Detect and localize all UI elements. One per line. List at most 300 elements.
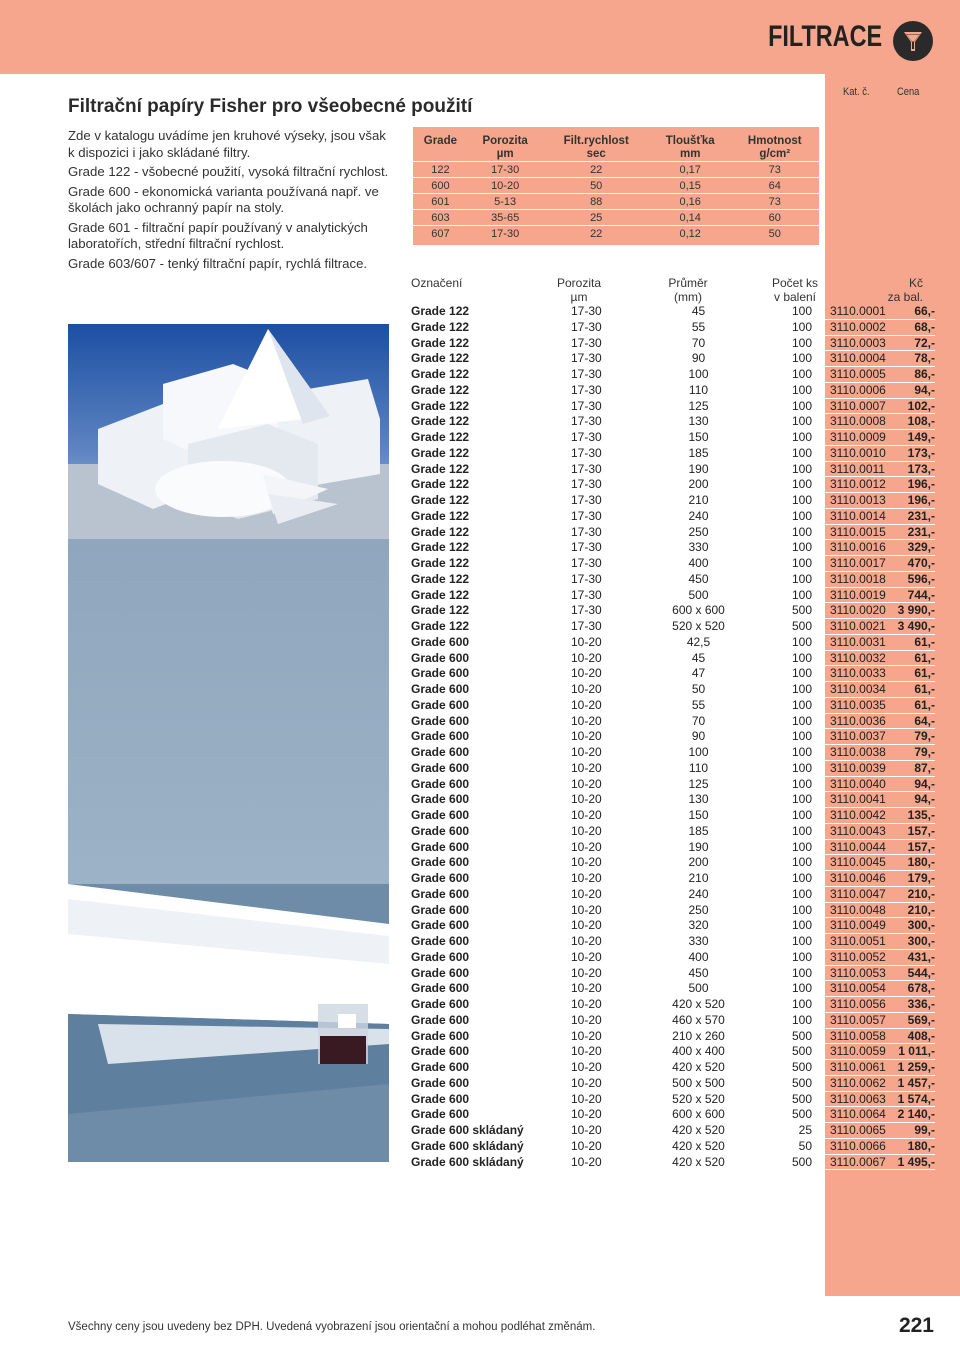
product-name: Grade 122 <box>411 556 470 570</box>
intro-grade-601: Grade 601 - filtrační papír používaný v analytických laboratořích, střední filtrační rychlost. <box>68 219 368 251</box>
product-catalog-number: 3110.0042 <box>830 808 886 822</box>
product-price: 72,- <box>914 335 935 350</box>
product-porosity: 10-20 <box>571 682 602 696</box>
product-count: 500 <box>791 1044 812 1059</box>
product-porosity: 10-20 <box>571 934 602 948</box>
table-row <box>411 477 935 493</box>
product-porosity: 10-20 <box>571 823 602 838</box>
product-price: 210,- <box>907 886 935 901</box>
product-diameter: 45 <box>691 304 706 318</box>
product-price: 99,- <box>914 1123 935 1137</box>
product-porosity: 10-20 <box>571 1091 602 1106</box>
product-count: 100 <box>791 335 812 350</box>
spec-cell: 10-20 <box>468 178 543 194</box>
product-price: 470,- <box>907 556 935 570</box>
table-row <box>411 446 935 462</box>
page-number: 221 <box>898 1314 934 1337</box>
product-porosity: 17-30 <box>571 414 602 429</box>
product-name: Grade 600 <box>411 871 470 885</box>
table-row <box>411 855 935 871</box>
product-name: Grade 122 <box>411 367 470 381</box>
product-count: 500 <box>791 603 812 618</box>
table-row <box>411 934 935 950</box>
product-count: 100 <box>791 981 812 996</box>
product-diameter: 320 <box>688 918 709 933</box>
spec-cell: 50 <box>543 178 650 194</box>
product-name: Grade 122 <box>411 351 470 366</box>
product-name: Grade 600 <box>411 1012 470 1027</box>
product-name: Grade 122 <box>411 430 470 444</box>
product-name: Grade 600 <box>411 855 470 870</box>
product-name: Grade 122 <box>411 493 470 507</box>
product-diameter: 250 <box>688 902 709 917</box>
product-catalog-number: 3110.0054 <box>830 981 886 996</box>
product-diameter: 130 <box>688 414 709 429</box>
spec-header-weight: Hmotnost g/cm² <box>747 135 802 160</box>
row-divider <box>825 1169 935 1170</box>
product-count: 500 <box>791 1028 812 1043</box>
product-name: Grade 122 <box>411 540 470 555</box>
product-catalog-number: 3110.0021 <box>830 619 886 633</box>
product-catalog-number: 3110.0011 <box>830 461 885 476</box>
product-diameter: 185 <box>688 823 709 838</box>
product-name: Grade 122 <box>411 461 470 476</box>
product-count: 100 <box>791 634 812 649</box>
product-diameter: 400 x 400 <box>672 1044 725 1059</box>
product-porosity: 10-20 <box>571 871 602 885</box>
product-porosity: 10-20 <box>571 776 602 791</box>
table-row <box>411 493 935 509</box>
spec-cell: 35-65 <box>468 210 543 226</box>
product-price: 1 457,- <box>897 1075 935 1090</box>
product-price: 300,- <box>907 918 935 933</box>
table-row <box>411 792 935 808</box>
table-row <box>411 320 935 336</box>
product-porosity: 10-20 <box>571 745 602 759</box>
product-count: 500 <box>791 619 812 633</box>
product-count: 500 <box>791 1154 812 1169</box>
product-porosity: 10-20 <box>571 729 602 744</box>
table-row <box>411 1092 935 1108</box>
product-catalog-number: 3110.0062 <box>830 1075 886 1090</box>
product-catalog-number: 3110.0038 <box>830 745 886 759</box>
product-name: Grade 600 skládaný <box>411 1138 524 1153</box>
product-name: Grade 122 <box>411 477 470 492</box>
product-count: 100 <box>791 304 812 318</box>
table-row <box>411 1029 935 1045</box>
product-diameter: 55 <box>691 319 706 334</box>
table-row <box>411 603 935 619</box>
table-row <box>411 572 935 588</box>
product-price: 408,- <box>907 1028 935 1043</box>
product-count: 100 <box>791 776 812 791</box>
product-diameter: 90 <box>691 729 706 744</box>
product-catalog-number: 3110.0009 <box>830 430 886 444</box>
product-price: 78,- <box>914 351 935 366</box>
product-name: Grade 122 <box>411 304 470 318</box>
funnel-icon <box>893 21 933 61</box>
intro-paragraph: Zde v katalogu uvádíme jen kruhové výseky, jsou však k dispozici i jako skládané filtry. <box>68 128 386 160</box>
product-porosity: 17-30 <box>571 571 602 586</box>
table-row <box>411 997 935 1013</box>
table-row <box>411 1060 935 1076</box>
product-porosity: 10-20 <box>571 886 602 901</box>
product-catalog-number: 3110.0020 <box>830 603 886 618</box>
product-price: 231,- <box>907 508 935 523</box>
product-name: Grade 600 <box>411 760 470 775</box>
product-price: 66,- <box>914 304 935 318</box>
spec-row <box>413 194 819 210</box>
product-price: 94,- <box>914 792 935 807</box>
table-row <box>411 682 935 698</box>
product-diameter: 100 <box>688 367 709 381</box>
product-catalog-number: 3110.0031 <box>830 634 886 649</box>
spec-row <box>413 210 819 226</box>
product-count: 100 <box>791 760 812 775</box>
product-name: Grade 122 <box>411 382 470 397</box>
product-price: 231,- <box>907 524 935 539</box>
product-count: 100 <box>791 808 812 822</box>
product-catalog-number: 3110.0057 <box>830 1012 886 1027</box>
product-catalog-number: 3110.0014 <box>830 508 886 523</box>
table-row <box>411 777 935 793</box>
product-header-porosity: Porozita µm <box>556 276 602 304</box>
product-porosity: 17-30 <box>571 619 602 633</box>
table-row <box>411 824 935 840</box>
product-catalog-number: 3110.0005 <box>830 367 886 381</box>
product-diameter: 420 x 520 <box>672 1154 725 1169</box>
spec-cell: 17-30 <box>468 162 543 178</box>
product-porosity: 10-20 <box>571 918 602 933</box>
product-porosity: 10-20 <box>571 981 602 996</box>
product-diameter: 90 <box>691 351 706 366</box>
product-catalog-number: 3110.0019 <box>830 587 886 602</box>
product-porosity: 17-30 <box>571 335 602 350</box>
product-price: 329,- <box>907 540 935 555</box>
product-porosity: 17-30 <box>571 351 602 366</box>
product-diameter: 200 <box>688 477 709 492</box>
product-diameter: 330 <box>688 934 709 948</box>
product-catalog-number: 3110.0051 <box>830 934 886 948</box>
product-catalog-number: 3110.0052 <box>830 949 886 964</box>
table-row <box>411 1155 935 1171</box>
product-porosity: 10-20 <box>571 1012 602 1027</box>
section-title: FILTRACE <box>768 20 882 53</box>
product-catalog-number: 3110.0013 <box>830 493 886 507</box>
product-name: Grade 122 <box>411 335 470 350</box>
product-porosity: 17-30 <box>571 556 602 570</box>
spec-cell: 0,12 <box>650 226 731 242</box>
spec-row <box>413 226 819 242</box>
product-price: 1 574,- <box>897 1091 935 1106</box>
product-price: 569,- <box>907 1012 935 1027</box>
product-count: 100 <box>791 823 812 838</box>
table-row <box>411 950 935 966</box>
product-price: 149,- <box>907 430 935 444</box>
product-diameter: 190 <box>688 461 709 476</box>
product-price: 64,- <box>914 713 935 728</box>
product-porosity: 17-30 <box>571 508 602 523</box>
table-row <box>411 666 935 682</box>
product-name: Grade 122 <box>411 319 470 334</box>
page-title: Filtrační papíry Fisher pro všeobecné použití <box>68 96 473 117</box>
product-porosity: 17-30 <box>571 367 602 381</box>
table-row <box>411 588 935 604</box>
product-price: 678,- <box>907 981 935 996</box>
product-diameter: 460 x 570 <box>672 1012 725 1027</box>
table-row <box>411 918 935 934</box>
product-diameter: 420 x 520 <box>672 997 725 1011</box>
table-row <box>411 714 935 730</box>
product-price: 173,- <box>907 445 935 460</box>
product-diameter: 125 <box>688 398 709 413</box>
table-row <box>411 336 935 352</box>
product-diameter: 100 <box>688 745 709 759</box>
product-table <box>411 304 935 1170</box>
product-price: 108,- <box>907 414 935 429</box>
spec-cell: 607 <box>413 226 468 242</box>
product-count: 100 <box>791 997 812 1011</box>
product-diameter: 250 <box>688 524 709 539</box>
product-diameter: 520 x 520 <box>672 619 725 633</box>
product-price: 180,- <box>907 1138 935 1153</box>
product-porosity: 10-20 <box>571 1075 602 1090</box>
product-price: 210,- <box>907 902 935 917</box>
product-price: 3 990,- <box>897 603 935 618</box>
table-row <box>411 1076 935 1092</box>
product-name: Grade 600 <box>411 1107 470 1122</box>
product-catalog-number: 3110.0046 <box>830 871 886 885</box>
product-porosity: 10-20 <box>571 839 602 854</box>
product-porosity: 17-30 <box>571 524 602 539</box>
product-count: 100 <box>791 713 812 728</box>
product-catalog-number: 3110.0040 <box>830 776 886 791</box>
table-row <box>411 966 935 982</box>
product-catalog-number: 3110.0043 <box>830 823 886 838</box>
spec-cell: 64 <box>731 178 819 194</box>
product-diameter: 520 x 520 <box>672 1091 725 1106</box>
product-porosity: 10-20 <box>571 650 602 665</box>
product-diameter: 500 <box>688 981 709 996</box>
product-diameter: 420 x 520 <box>672 1060 725 1074</box>
product-count: 100 <box>791 382 812 397</box>
product-diameter: 420 x 520 <box>672 1138 725 1153</box>
product-catalog-number: 3110.0018 <box>830 571 886 586</box>
table-row <box>411 525 935 541</box>
product-porosity: 17-30 <box>571 540 602 555</box>
product-count: 500 <box>791 1091 812 1106</box>
product-catalog-number: 3110.0063 <box>830 1091 886 1106</box>
product-count: 100 <box>791 587 812 602</box>
product-price: 1 259,- <box>897 1060 935 1074</box>
spec-cell: 88 <box>543 194 650 210</box>
product-count: 100 <box>791 666 812 681</box>
footer-note: Všechny ceny jsou uvedeny bez DPH. Uvedená vyobrazení jsou orientační a mohou podléhat změnám. <box>68 1321 596 1333</box>
product-catalog-number: 3110.0016 <box>830 540 886 555</box>
product-diameter: 500 x 500 <box>672 1075 725 1090</box>
product-porosity: 10-20 <box>571 1123 602 1137</box>
table-row <box>411 540 935 556</box>
product-catalog-number: 3110.0044 <box>830 839 886 854</box>
product-porosity: 10-20 <box>571 1044 602 1059</box>
table-row <box>411 414 935 430</box>
product-diameter: 240 <box>688 886 709 901</box>
product-diameter: 600 x 600 <box>672 1107 725 1122</box>
product-name: Grade 600 <box>411 934 470 948</box>
product-price: 431,- <box>907 949 935 964</box>
product-diameter: 600 x 600 <box>672 603 725 618</box>
table-row <box>411 729 935 745</box>
product-count: 100 <box>791 571 812 586</box>
table-row <box>411 399 935 415</box>
intro-grade-603-607: Grade 603/607 - tenký filtrační papír, rychlá filtrace. <box>68 255 368 271</box>
product-name: Grade 600 skládaný <box>411 1154 524 1169</box>
product-name: Grade 600 <box>411 839 470 854</box>
product-name: Grade 600 <box>411 650 470 665</box>
product-diameter: 70 <box>691 713 706 728</box>
product-diameter: 420 x 520 <box>672 1123 725 1137</box>
product-count: 100 <box>791 697 812 712</box>
product-porosity: 10-20 <box>571 666 602 681</box>
spec-cell: 73 <box>731 194 819 210</box>
spec-header-thickness: Tloušťka mm <box>665 135 715 160</box>
product-name: Grade 600 <box>411 634 470 649</box>
product-count: 25 <box>798 1123 812 1137</box>
product-count: 100 <box>791 1012 812 1027</box>
product-diameter: 130 <box>688 792 709 807</box>
spec-cell: 122 <box>413 162 468 178</box>
product-count: 50 <box>798 1138 812 1153</box>
product-name: Grade 122 <box>411 445 470 460</box>
product-catalog-number: 3110.0008 <box>830 414 886 429</box>
product-price: 86,- <box>914 367 935 381</box>
product-catalog-number: 3110.0067 <box>830 1154 886 1169</box>
product-count: 100 <box>791 650 812 665</box>
product-diameter: 450 <box>688 571 709 586</box>
product-name: Grade 600 <box>411 823 470 838</box>
spec-cell: 0,14 <box>650 210 731 226</box>
intro-grade-122: Grade 122 - všobecné použití, vysoká filtrační rychlost. <box>68 164 389 179</box>
table-row <box>411 383 935 399</box>
product-count: 100 <box>791 508 812 523</box>
spec-cell: 50 <box>731 226 819 242</box>
product-count: 100 <box>791 949 812 964</box>
product-name: Grade 122 <box>411 587 470 602</box>
table-row <box>411 761 935 777</box>
product-price: 87,- <box>914 760 935 775</box>
product-diameter: 330 <box>688 540 709 555</box>
product-porosity: 17-30 <box>571 587 602 602</box>
product-diameter: 55 <box>691 697 706 712</box>
table-row <box>411 871 935 887</box>
table-row <box>411 651 935 667</box>
product-diameter: 500 <box>688 587 709 602</box>
product-name: Grade 600 <box>411 697 470 712</box>
product-count: 100 <box>791 461 812 476</box>
product-catalog-number: 3110.0006 <box>830 382 886 397</box>
product-photo <box>68 324 389 1162</box>
product-name: Grade 122 <box>411 398 470 413</box>
product-name: Grade 122 <box>411 571 470 586</box>
product-porosity: 10-20 <box>571 855 602 870</box>
product-porosity: 10-20 <box>571 713 602 728</box>
product-price: 61,- <box>914 650 935 665</box>
table-row <box>411 1139 935 1155</box>
product-name: Grade 600 <box>411 997 470 1011</box>
table-row <box>411 745 935 761</box>
product-diameter: 210 <box>688 871 709 885</box>
grade-spec-table <box>413 127 819 245</box>
product-catalog-number: 3110.0039 <box>830 760 886 775</box>
product-catalog-number: 3110.0037 <box>830 729 886 744</box>
intro-text <box>68 128 393 272</box>
product-count: 100 <box>791 398 812 413</box>
product-name: Grade 600 <box>411 918 470 933</box>
product-diameter: 150 <box>688 808 709 822</box>
product-price: 61,- <box>914 634 935 649</box>
product-name: Grade 600 <box>411 713 470 728</box>
table-row <box>411 304 935 320</box>
spec-row <box>413 162 819 178</box>
product-catalog-number: 3110.0047 <box>830 886 886 901</box>
product-porosity: 10-20 <box>571 1138 602 1153</box>
product-catalog-number: 3110.0048 <box>830 902 886 917</box>
table-row <box>411 808 935 824</box>
spec-cell: 603 <box>413 210 468 226</box>
product-diameter: 210 <box>688 493 709 507</box>
product-diameter: 240 <box>688 508 709 523</box>
product-count: 100 <box>791 556 812 570</box>
table-row <box>411 619 935 635</box>
product-count: 100 <box>791 902 812 917</box>
product-name: Grade 600 <box>411 682 470 696</box>
product-name: Grade 122 <box>411 619 470 633</box>
product-porosity: 10-20 <box>571 634 602 649</box>
product-porosity: 10-20 <box>571 997 602 1011</box>
product-catalog-number: 3110.0012 <box>830 477 886 492</box>
product-count: 100 <box>791 682 812 696</box>
product-catalog-number: 3110.0036 <box>830 713 886 728</box>
product-price: 196,- <box>907 477 935 492</box>
product-header-count: Počet ks v balení <box>771 276 819 304</box>
product-header-name: Označení <box>411 276 463 290</box>
product-price: 596,- <box>907 571 935 586</box>
product-count: 100 <box>791 871 812 885</box>
product-count: 100 <box>791 493 812 507</box>
product-price: 94,- <box>914 776 935 791</box>
product-price: 157,- <box>907 823 935 838</box>
product-count: 100 <box>791 855 812 870</box>
product-name: Grade 600 <box>411 965 470 980</box>
product-price: 1 011,- <box>898 1044 935 1059</box>
product-porosity: 17-30 <box>571 319 602 334</box>
product-count: 100 <box>791 965 812 980</box>
product-catalog-number: 3110.0058 <box>830 1028 886 1043</box>
product-diameter: 47 <box>691 666 706 681</box>
product-catalog-number: 3110.0065 <box>830 1123 886 1137</box>
product-name: Grade 600 <box>411 1060 470 1074</box>
product-catalog-number: 3110.0004 <box>830 351 886 366</box>
product-price: 336,- <box>907 997 935 1011</box>
product-count: 100 <box>791 414 812 429</box>
table-row <box>411 1013 935 1029</box>
product-porosity: 17-30 <box>571 304 602 318</box>
product-price: 61,- <box>914 682 935 696</box>
spec-cell: 25 <box>543 210 650 226</box>
product-price: 300,- <box>907 934 935 948</box>
product-porosity: 17-30 <box>571 382 602 397</box>
product-porosity: 10-20 <box>571 792 602 807</box>
